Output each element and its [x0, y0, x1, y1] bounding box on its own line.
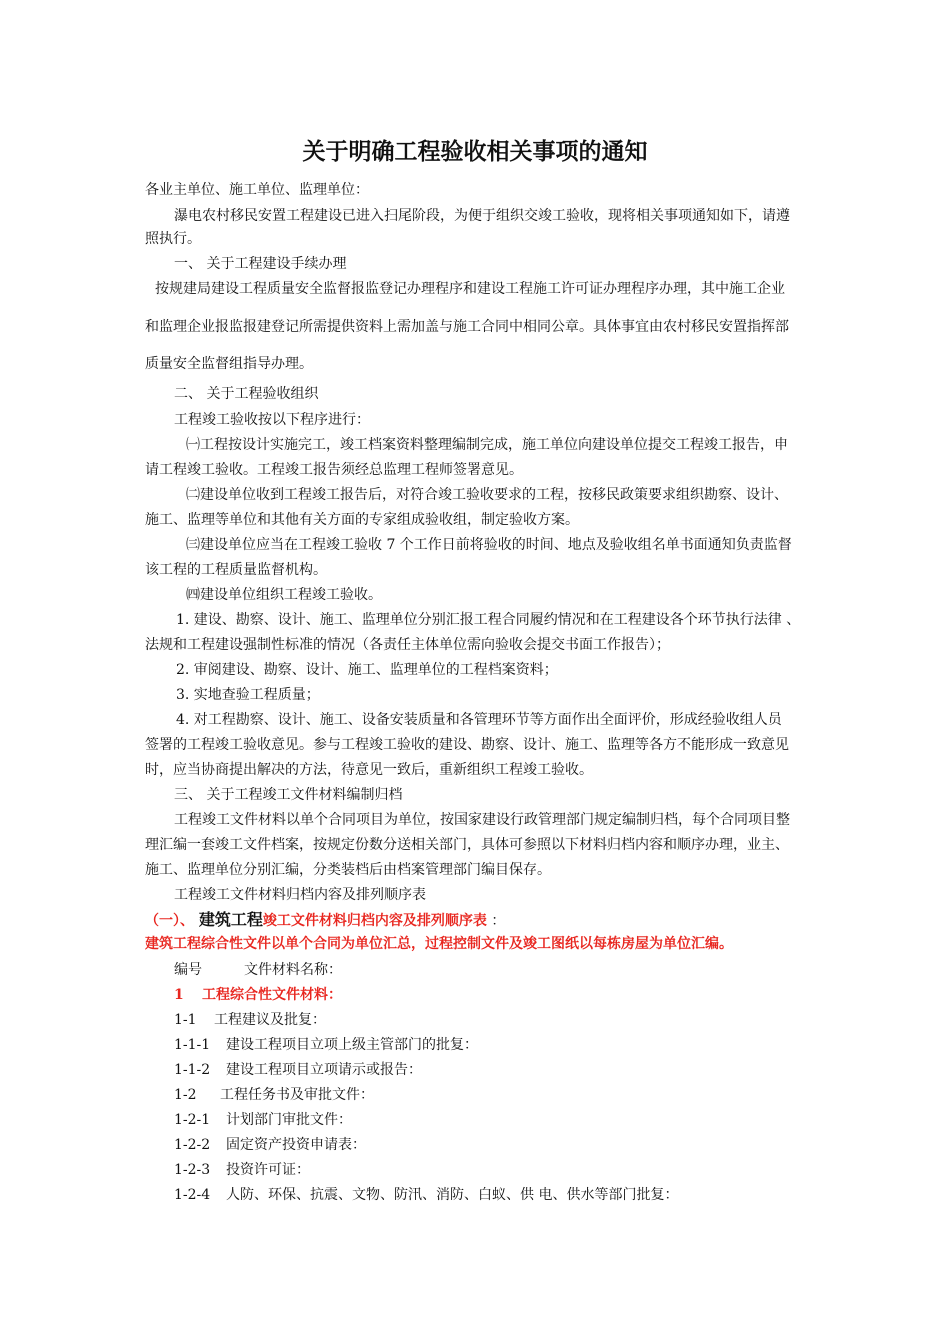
- list-header-no: 编号: [174, 962, 202, 978]
- list-item: [174, 1060, 422, 1080]
- section-2-lead: 工程竣工验收按以下程序进行：: [174, 412, 370, 428]
- category-name: 建筑工程: [198, 910, 263, 929]
- section-3-heading: 三、 关于工程竣工文件材料编制归档: [174, 787, 403, 803]
- table-title: 工程竣工文件材料归档内容及排列顺序表: [174, 887, 426, 903]
- section-2-item-1-line-2: 请工程竣工验收。工程竣工报告须经总监理工程师签署意见。: [145, 462, 523, 478]
- salutation: 各业主单位、施工单位、监理单位：: [145, 182, 369, 198]
- list-item: [174, 1035, 478, 1055]
- section-2-item-1-line-1: ㈠工程按设计实施完工，竣工档案资料整理编制完成，施工单位向建设单位提交工程竣工报告，申: [186, 437, 788, 453]
- section-2-sub-1-line-1: 1. 建设、勘察、设计、施工、监理单位分别汇报工程合同履约情况和在工程建设各个环节执行法律 、: [176, 612, 801, 628]
- section-2-sub-2: 2. 审阅建设、勘察、设计、施工、监理单位的工程档案资料；: [176, 662, 558, 678]
- section-2-item-2-line-2: 施工、监理等单位和其他有关方面的专家组成验收组，制定验收方案。: [145, 512, 579, 528]
- list-item-no: 1-1-2: [174, 1062, 211, 1078]
- list-item: [174, 1010, 326, 1030]
- category-title-rest: 竣工文件材料归档内容及排列顺序表: [262, 913, 487, 929]
- list-item-name: 建设工程项目立项上级主管部门的批复：: [226, 1037, 478, 1053]
- category-prefix: （一）、: [145, 913, 199, 929]
- list-item-name: 工程建议及批复：: [214, 1012, 326, 1028]
- list-item-no: 1-2-1: [174, 1112, 211, 1128]
- section-2-sub-4-line-2: 签署的工程竣工验收意见。参与工程竣工验收的建设、勘察、设计、施工、监理等各方不能形成一致意见: [145, 737, 789, 753]
- section-2-item-3-line-2: 该工程的工程质量监督机构。: [145, 562, 327, 578]
- section-1-body-line-1: 按规建局建设工程质量安全监督报监登记办理程序和建设工程施工许可证办理程序办理，其中施工企业: [155, 281, 785, 297]
- section-1-body-line-2: 和监理企业报监报建登记所需提供资料上需加盖与施工合同中相同公章。具体事宜由农村移民安置指挥部: [145, 319, 789, 335]
- list-item-name: 人防、环保、抗震、文物、防汛、消防、白蚁、供 电、供水等部门批复：: [226, 1187, 679, 1203]
- intro-line-1: 瀑电农村移民安置工程建设已进入扫尾阶段，为便于组织交竣工验收，现将相关事项通知如下，请遵: [174, 208, 790, 224]
- list-item-no: 1-1-1: [174, 1037, 211, 1053]
- list-item-no: 1-2: [174, 1087, 197, 1103]
- list-item: [174, 1185, 678, 1205]
- section-2-heading: 二、 关于工程验收组织: [174, 386, 319, 402]
- list-item-no: 1-2-2: [174, 1137, 211, 1153]
- list-item-1: [174, 985, 342, 1005]
- list-item-no: 1-2-3: [174, 1162, 211, 1178]
- list-header: [174, 960, 342, 980]
- section-2-item-2-line-1: ㈡建设单位收到工程竣工报告后，对符合竣工验收要求的工程，按移民政策要求组织勘察、设计、: [186, 487, 788, 503]
- category-heading: [145, 909, 505, 932]
- list-item: [174, 1085, 374, 1105]
- section-2-item-4: ㈣建设单位组织工程竣工验收。: [186, 587, 382, 603]
- list-item-name: 建设工程项目立项请示或报告：: [226, 1062, 422, 1078]
- list-item-name: 计划部门审批文件：: [226, 1112, 352, 1128]
- section-2-item-3-line-1: ㈢建设单位应当在工程竣工验收 7 个工作日前将验收的时间、地点及验收组名单书面通知负责监督: [186, 537, 792, 553]
- list-item-name: 固定资产投资申请表：: [226, 1137, 366, 1153]
- list-item-name: 投资许可证：: [226, 1162, 310, 1178]
- list-item: [174, 1110, 352, 1130]
- list-item-name: 工程任务书及审批文件：: [220, 1087, 374, 1103]
- section-2-sub-3: 3. 实地查验工程质量；: [176, 687, 320, 703]
- list-item-1-no: 1: [174, 987, 184, 1003]
- list-header-name: 文件材料名称：: [244, 962, 342, 978]
- section-2-sub-4-line-1: 4. 对工程勘察、设计、施工、设备安装质量和各管理环节等方面作出全面评价，形成经验收组人员: [176, 712, 782, 728]
- section-3-body-line-2: 理汇编一套竣工文件档案，按规定份数分送相关部门，具体可参照以下材料归档内容和顺序办理，业主、: [145, 837, 789, 853]
- list-item-no: 1-2-4: [174, 1187, 211, 1203]
- list-item: [174, 1135, 366, 1155]
- page-title: 关于明确工程验收相关事项的通知: [302, 138, 648, 165]
- intro-line-2: 照执行。: [145, 231, 201, 247]
- category-note: 建筑工程综合性文件以单个合同为单位汇总，过程控制文件及竣工图纸以每栋房屋为单位汇编。: [145, 936, 733, 952]
- section-3-body-line-3: 施工、监理单位分别汇编，分类装档后由档案管理部门编目保存。: [145, 862, 551, 878]
- section-1-heading: 一、 关于工程建设手续办理: [174, 256, 347, 272]
- section-2-sub-4-line-3: 时，应当协商提出解决的方法，待意见一致后，重新组织工程竣工验收。: [145, 762, 593, 778]
- list-item: [174, 1160, 310, 1180]
- section-3-body-line-1: 工程竣工文件材料以单个合同项目为单位，按国家建设行政管理部门规定编制归档，每个合同项目整: [174, 812, 790, 828]
- list-item-no: 1-1: [174, 1012, 197, 1028]
- section-2-sub-1-line-2: 法规和工程建设强制性标准的情况（各责任主体单位需向验收会提交书面工作报告）；: [145, 637, 670, 653]
- list-item-1-name: 工程综合性文件材料：: [202, 987, 342, 1003]
- category-colon: ：: [486, 913, 506, 929]
- section-1-body-line-3: 质量安全监督组指导办理。: [145, 356, 313, 372]
